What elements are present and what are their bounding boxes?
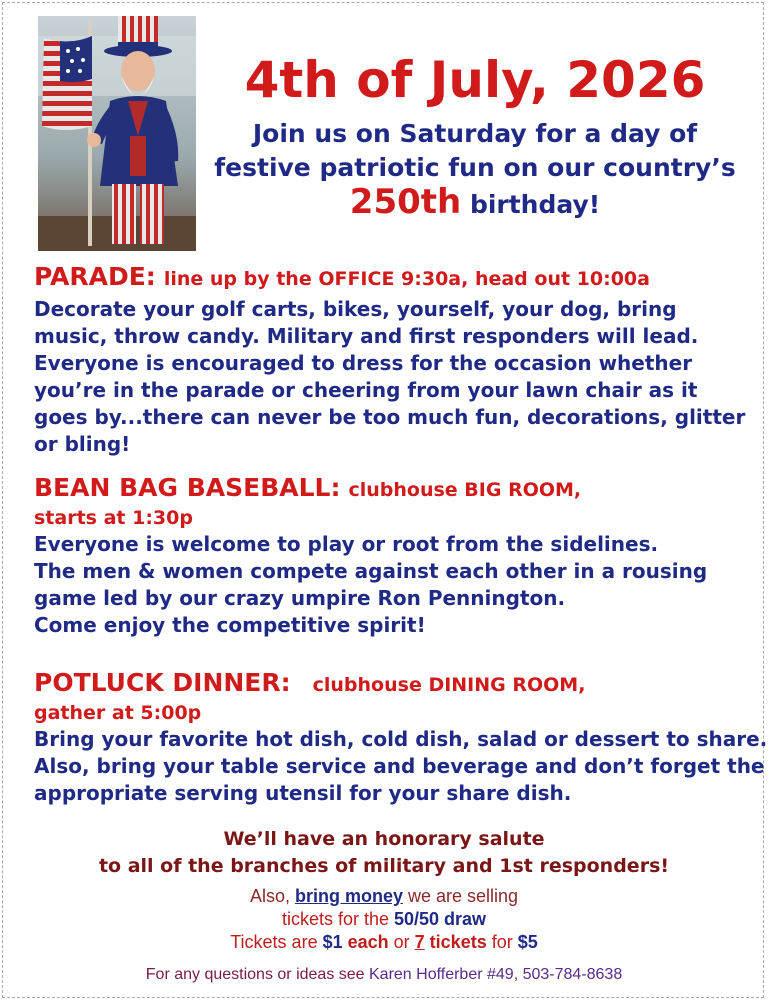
baseball-colon: : [330,473,341,502]
anniversary-number: 250th [349,182,462,222]
subtitle-line-1: Join us on Saturday for a day of [252,119,698,148]
parade-line: or bling! [34,432,131,456]
potluck-section [34,668,768,807]
event-subtitle [205,117,745,222]
price-single: $1 [322,932,343,952]
each-text: each [342,932,389,952]
birthday-text: birthday! [461,190,601,219]
potluck-heading [34,668,759,700]
potluck-description [34,726,768,807]
potluck-line: appropriate serving utensil for your share dish. [34,781,572,805]
tickets-word: tickets [424,932,487,952]
tickets-are-text: Tickets are [230,932,323,952]
for-text: for [486,932,518,952]
draw-line [0,908,768,931]
parade-line: goes by...there can never be too much fun, decorations, glitter [34,405,746,429]
tickets-for-text: tickets for the [281,909,394,929]
parade-line: Everyone is encouraged to dress for the occasion whether [34,351,693,375]
uncle-sam-photo [38,16,196,251]
also-text: Also, [249,886,295,906]
parade-detail: line up by the OFFICE 9:30a, head out 10:00a [163,268,650,290]
potluck-line: Bring your favorite hot dish, cold dish, salad or dessert to share. [34,727,768,751]
baseball-line: game led by our crazy umpire Ron Pennington. [34,586,566,610]
potluck-colon: : [280,668,291,697]
bring-money-text: bring money [294,886,403,906]
parade-line: you’re in the parade or cheering from your lawn chair as it [34,378,698,402]
selling-text: we are selling [402,886,519,906]
salute-line-1: We’ll have an honorary salute [223,828,545,850]
parade-title: PARADE: [34,262,156,291]
parade-section [34,262,759,458]
potluck-time: gather at 5:00p [34,702,202,724]
baseball-section [34,473,759,639]
potluck-location: clubhouse DINING ROOM, [312,674,586,696]
price-bundle: $5 [517,932,538,952]
baseball-line: Come enjoy the competitive spirit! [34,613,426,637]
contact-name: Karen Hofferber #49, 503-784-8638 [369,966,623,983]
parade-line: Decorate your golf carts, bikes, yourself, your dog, bring [34,297,677,321]
subtitle-line-3 [205,182,745,222]
uncle-sam-illustration [38,16,196,251]
potluck-title: POTLUCK DINNER [34,668,281,697]
draw-name: 50/50 draw [393,909,487,929]
contact-prefix: For any questions or ideas see [145,966,369,983]
contact-line [0,966,768,984]
baseball-heading [34,473,759,505]
baseball-line: The men & women compete against each other in a rousing [34,559,708,583]
salute-line-2: to all of the branches of military and 1st responders! [98,855,670,877]
potluck-line: Also, bring your table service and beverage and don’t forget the [34,754,765,778]
or-text: or [388,932,415,952]
ticket-count: 7 [414,932,425,952]
baseball-line: Everyone is welcome to play or root from the sidelines. [34,532,659,556]
baseball-description [34,531,759,639]
bring-money-line [0,885,768,908]
event-title: 4th of July, 2026 [244,51,706,109]
ticket-price-line [0,931,768,954]
baseball-title: BEAN BAG BASEBALL [34,473,331,502]
fifty-fifty-info [0,885,768,954]
honorary-salute [0,826,768,880]
baseball-location: clubhouse BIG ROOM, [348,479,582,501]
parade-line: music, throw candy. Military and first responders will lead. [34,324,699,348]
baseball-time: starts at 1:30p [34,507,193,529]
parade-heading [34,262,759,294]
parade-description [34,296,759,458]
subtitle-line-2: festive patriotic fun on our country’s [214,153,736,182]
